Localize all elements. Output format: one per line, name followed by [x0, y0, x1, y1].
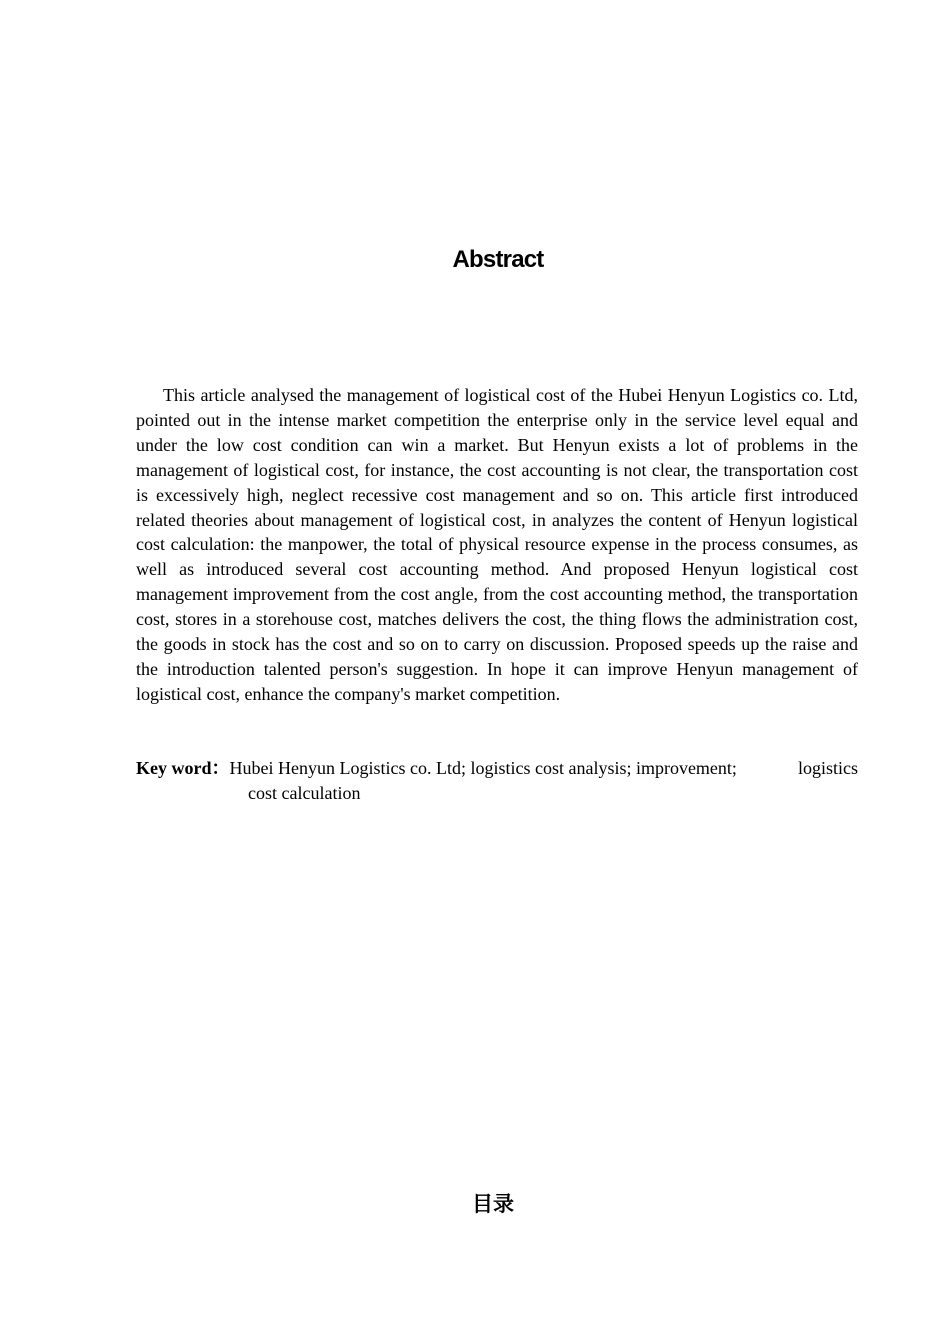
keywords-block	[136, 756, 858, 806]
keywords-label: Key word：	[136, 758, 230, 778]
abstract-body-paragraph: This article analysed the management of logistical cost of the Hubei Henyun Logistics co. Ltd, pointed out in the intense market competition the enterprise only in the service level equal and under the low cost condition can win a market. But Henyun exists a lot of problems in the management of logistical cost, for instance, the cost accounting is not clear, the transportation cost is excessively high, neglect recessive cost management and so on. This article first introduced related theories about management of logistical cost, in analyzes the content of Henyun logistical cost calculation: the manpower, the total of physical resource expense in the process consumes, as well as introduced several cost accounting method. And proposed Henyun logistical cost management improvement from the cost angle, from the cost accounting method, the transportation cost, stores in a storehouse cost, matches delivers the cost, the thing flows the administration cost, the goods in stock has the cost and so on to carry on discussion. Proposed speeds up the raise and the introduction talented person's suggestion. In hope it can improve Henyun management of logistical cost, enhance the company's market competition.	[136, 385, 858, 704]
keywords-list: Hubei Henyun Logistics co. Ltd; logistics cost analysis; improvement;	[229, 758, 737, 778]
table-of-contents-heading: 目录	[472, 1192, 514, 1216]
keywords-first-line	[136, 756, 858, 781]
keywords-list-tail: logistics	[797, 758, 858, 778]
keywords-continuation: cost calculation	[248, 782, 361, 803]
keywords-first-line-content	[136, 756, 737, 781]
abstract-heading: Abstract	[452, 246, 544, 273]
